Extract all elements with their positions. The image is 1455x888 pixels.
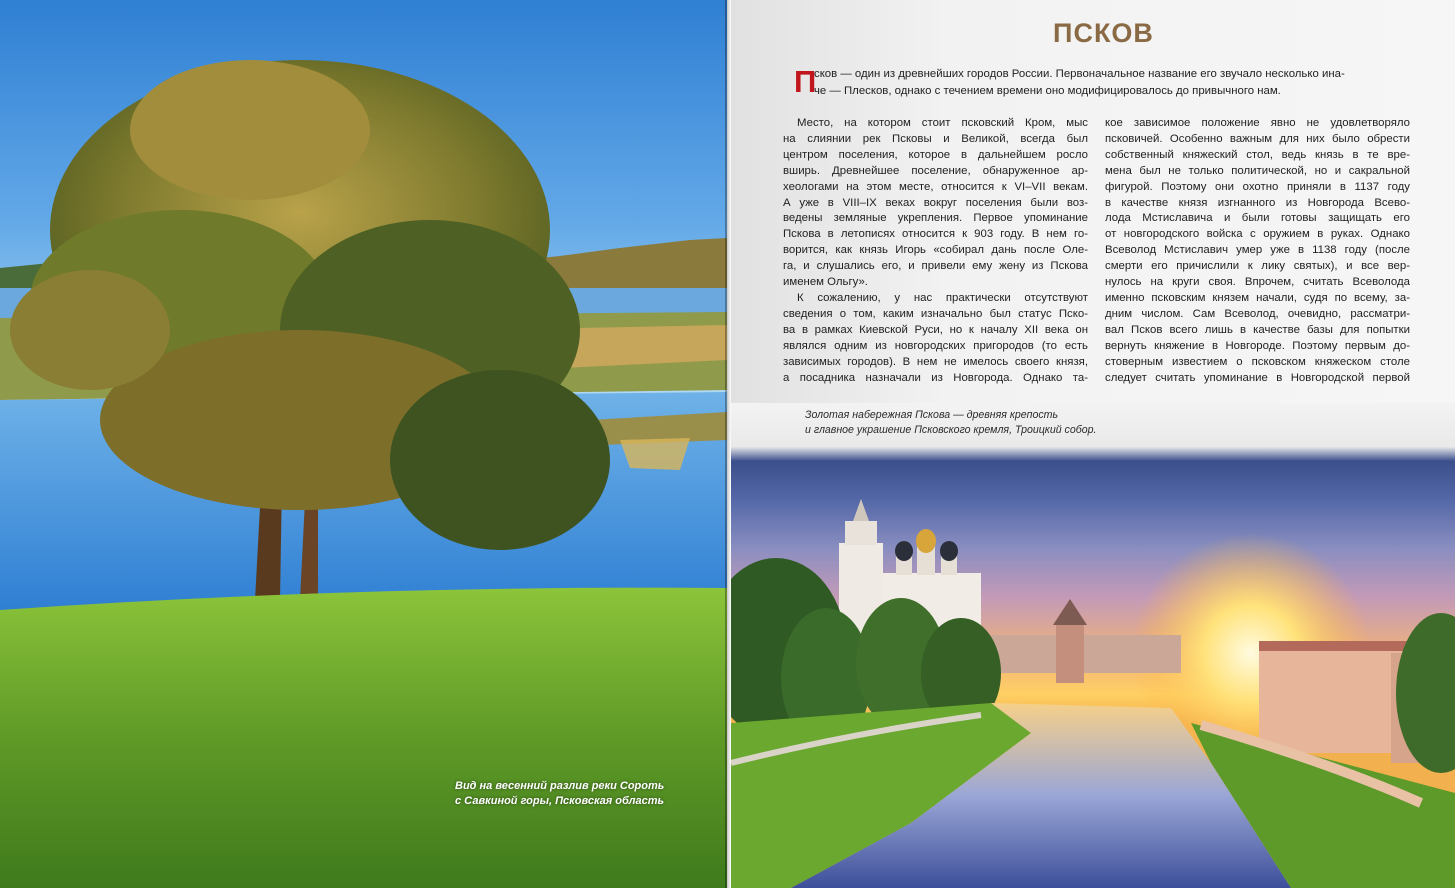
text-line: ведены земляные укрепления. Первое упоминание (783, 212, 1088, 225)
text-line: вернуть княжение в Новгороде. Поэтому первым до- (1105, 339, 1410, 352)
text-line: центром поселения, которое в дальнейшем росло (783, 148, 1088, 161)
text-line: зависимых городов). В нем не имелось своего князя, (783, 355, 1088, 368)
text-line: дним числом. Сам Всеволод, очевидно, рассматри- (1105, 307, 1410, 320)
text-line: Всеволод Мстиславич умер уже в 1138 году (после (1105, 244, 1410, 257)
right-photo-caption (805, 408, 1135, 438)
text-line: псковичей. Особенно важным для них было обрести (1105, 132, 1410, 145)
text-column-left (783, 116, 1088, 386)
text-line: К сожалению, у нас практически отсутствуют (797, 291, 1088, 304)
tree-landscape-illustration (0, 0, 727, 888)
intro-line: че — Плесков, однако с течением времени оно модифицировалось до привычного нам. (814, 85, 1281, 97)
drop-cap: П (794, 64, 817, 99)
right-caption-line: Золотая набережная Пскова — древняя крепость (805, 409, 1059, 421)
left-caption-line: с Савкиной горы, Псковская область (455, 795, 665, 807)
text-line: вширь. Древнейшее поселение, обнаруженное ар- (783, 164, 1088, 177)
text-line: ворится, как князь Игорь «собирал дань после Оле- (783, 244, 1088, 257)
kremlin-sunset-illustration (731, 403, 1455, 888)
text-line: а посадника назначали из Новгорода. Однако та- (783, 371, 1088, 384)
text-line: на слиянии рек Псковы и Великой, всегда был (783, 132, 1088, 145)
intro-line: сков — один из древнейших городов России. Первоначальное название его звучало несколько ина- (814, 68, 1345, 80)
text-line: именно псковским князем начали, судя по всему, за- (1105, 291, 1410, 304)
text-line: А уже в VIII–IX веках вокруг поселения были воз- (783, 196, 1088, 209)
intro-paragraph (792, 66, 1410, 100)
text-line: от новгородского войска с оружием в руках. Однако (1105, 228, 1410, 241)
text-line: сведения о том, каким изначально был статус Пско- (783, 307, 1088, 320)
text-line: Пскова в летописях относится к 903 году. В нем го- (783, 228, 1088, 241)
text-line: нулось на круги своя. Впрочем, считать Всеволода (1105, 276, 1410, 289)
right-page-photo (731, 403, 1455, 888)
left-caption-line: Вид на весенний разлив реки Сороть (455, 780, 665, 792)
text-column-right (1105, 116, 1410, 386)
text-line: смерти его причислили к лику святых), и все вер- (1105, 260, 1410, 273)
text-line: мена был не только политической, но и сакральной (1105, 164, 1410, 177)
text-line: хеологами на этом месте, относится к VI–VII векам. (783, 180, 1088, 193)
page-title: ПСКОВ (1053, 18, 1154, 48)
text-line: ва в рамках Киевской Руси, но к началу XII века он (783, 323, 1088, 336)
text-line: стоверным известием о псковском княжеском столе (1105, 355, 1410, 368)
text-line: кое зависимое положение явно не удовлетворяло (1105, 117, 1410, 129)
left-photo-caption (455, 779, 725, 809)
left-page-photo (0, 0, 727, 888)
text-line: следует считать упоминание в Новгородской первой (1105, 371, 1410, 384)
text-line: собственный княжеский стол, ведь князь в те вре- (1105, 148, 1410, 161)
text-line: именем Ольгу». (783, 276, 868, 289)
text-line: являлся одним из новгородских пригородов (то есть (783, 339, 1088, 352)
text-line: фигурой. Поэтому они охотно приняли в 1137 году (1105, 180, 1410, 193)
text-line: в качестве князя изгнанного из Новгорода Всево- (1105, 196, 1410, 209)
text-line: лода Мстиславича и были готовы защищать его (1105, 212, 1410, 225)
text-line: вал Псков всего лишь в качестве базы для попытки (1105, 323, 1410, 336)
text-line: Место, на котором стоит псковский Кром, мыс (797, 117, 1088, 129)
right-caption-line: и главное украшение Псковского кремля, Троицкий собор. (805, 424, 1097, 436)
text-line: га, и слушались его, и привели ему жену из Пскова (783, 260, 1088, 273)
